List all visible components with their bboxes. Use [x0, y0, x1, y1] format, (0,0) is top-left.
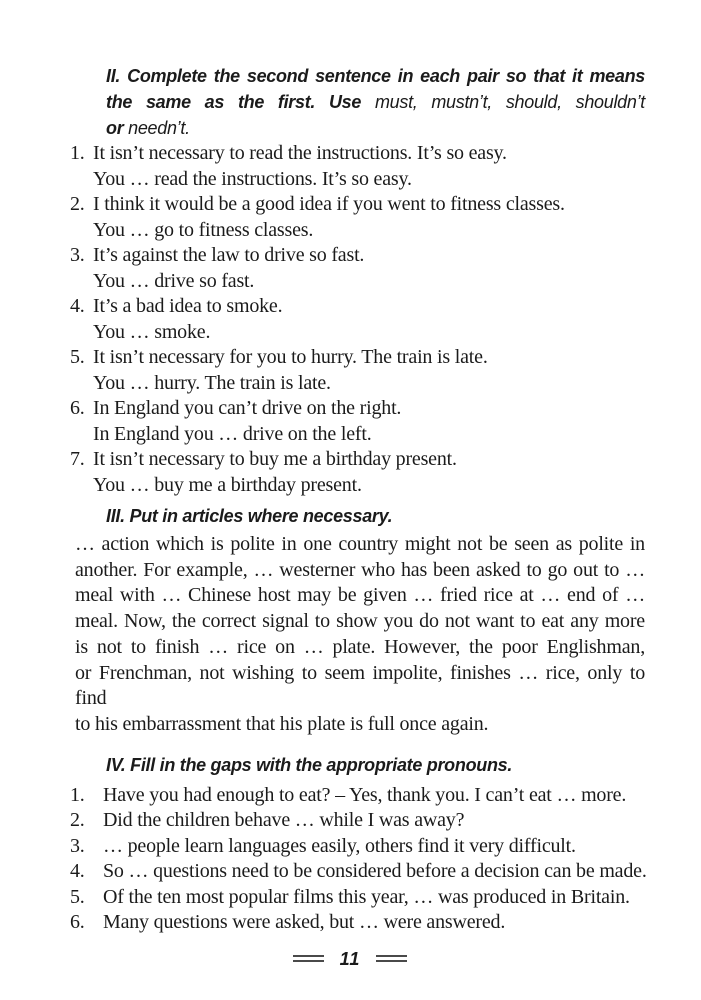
- item-number: 2.: [70, 193, 85, 215]
- item-number: 3.: [70, 834, 85, 857]
- heading-line: [106, 503, 645, 529]
- item-number: 6.: [70, 397, 85, 419]
- articles-paragraph: [75, 532, 645, 738]
- item-line: It isn’t necessary for you to hurry. The train is late.: [93, 346, 488, 368]
- item-line: Many questions were asked, but … were answered.: [103, 911, 506, 934]
- exercise-iv-heading: [70, 752, 645, 778]
- item-number: 6.: [70, 911, 85, 934]
- item-number: 2.: [70, 809, 85, 832]
- list-item: [70, 808, 645, 834]
- item-line: You … drive so fast.: [93, 269, 255, 292]
- paragraph-line: or Frenchman, not wishing to seem impolite, finishes … rice, only to find: [75, 661, 645, 710]
- item-line: It’s against the law to drive so fast.: [93, 244, 365, 266]
- heading-text: or: [106, 118, 129, 138]
- paragraph-line: meal with … Chinese host may be given … fried rice at … end of …: [75, 584, 645, 607]
- item-line: In England you can’t drive on the right.: [93, 397, 402, 419]
- footer-rule-right: [376, 955, 407, 962]
- heading-text: IV. Fill in the gaps with the appropriate pronouns.: [106, 754, 513, 775]
- exercise-ii-list: [70, 141, 645, 498]
- heading-line: [106, 89, 645, 115]
- list-item: [70, 294, 645, 345]
- item-line: So … questions need to be considered before a decision can be made.: [103, 860, 647, 883]
- paragraph-line: … action which is polite in one country might not be seen as polite in: [75, 533, 645, 555]
- list-item: [70, 910, 645, 936]
- item-number: 4.: [70, 295, 85, 317]
- item-text: [93, 345, 645, 396]
- item-line: Did the children behave … while I was away?: [103, 809, 465, 832]
- list-item: [70, 345, 645, 396]
- list-item: [70, 243, 645, 294]
- exercise-ii-heading: [70, 63, 645, 141]
- item-text: [103, 808, 645, 834]
- item-text: [93, 396, 645, 447]
- heading-line: [106, 752, 645, 778]
- item-text: [93, 141, 645, 192]
- item-text: [93, 447, 645, 498]
- heading-text: II. Complete the second sentence in each pair so that it means: [106, 66, 645, 86]
- item-line: … people learn languages easily, others find it very difficult.: [103, 834, 576, 857]
- item-line: Of the ten most popular films this year, … was produced in Britain.: [103, 885, 630, 908]
- exercise-iv-list: [70, 783, 645, 936]
- list-item: [70, 859, 645, 885]
- list-item: [70, 192, 645, 243]
- heading-line: [106, 63, 645, 89]
- heading-verbs: needn’t.: [128, 118, 190, 138]
- item-number: 1.: [70, 783, 85, 806]
- item-line: You … go to fitness classes.: [93, 218, 314, 241]
- item-line: It’s a bad idea to smoke.: [93, 295, 283, 317]
- item-text: [103, 783, 645, 809]
- item-text: [93, 192, 645, 243]
- item-text: [103, 910, 645, 936]
- list-item: [70, 885, 645, 911]
- page-number: 11: [339, 948, 361, 969]
- item-line: It isn’t necessary to buy me a birthday present.: [93, 448, 457, 470]
- item-number: 4.: [70, 860, 85, 883]
- item-line: You … read the instructions. It’s so easy.: [93, 167, 412, 190]
- item-number: 3.: [70, 244, 85, 266]
- item-line: In England you … drive on the left.: [93, 422, 372, 445]
- item-text: [103, 859, 645, 885]
- footer-rule-left: [293, 955, 324, 962]
- item-text: [93, 294, 645, 345]
- item-number: 7.: [70, 448, 85, 470]
- item-line: You … buy me a birthday present.: [93, 473, 362, 496]
- item-text: [93, 243, 645, 294]
- heading-verbs: must, mustn’t, should, shouldn’t: [374, 92, 645, 112]
- item-number: 1.: [70, 142, 85, 164]
- paragraph-line: is not to finish … rice on … plate. However, the poor Englishman,: [75, 635, 645, 658]
- item-line: Have you had enough to eat? – Yes, thank you. I can’t eat … more.: [103, 783, 627, 806]
- page-footer: [70, 949, 630, 969]
- paragraph-line: another. For example, … westerner who has been asked to go out to …: [75, 558, 645, 581]
- item-line: You … hurry. The train is late.: [93, 371, 331, 394]
- exercise-iii-heading: [70, 503, 645, 529]
- list-item: [70, 141, 645, 192]
- heading-text: III. Put in articles where necessary.: [106, 506, 393, 526]
- item-line: I think it would be a good idea if you went to fitness classes.: [93, 193, 565, 215]
- list-item: [70, 834, 645, 860]
- list-item: [70, 783, 645, 809]
- item-line: It isn’t necessary to read the instructions. It’s so easy.: [93, 142, 507, 164]
- item-number: 5.: [70, 885, 85, 908]
- paragraph-line: to his embarrassment that his plate is full once again.: [75, 712, 489, 735]
- heading-text: the same as the first. Use: [106, 92, 375, 112]
- list-item: [70, 447, 645, 498]
- item-number: 5.: [70, 346, 85, 368]
- list-item: [70, 396, 645, 447]
- item-text: [103, 834, 645, 860]
- item-text: [103, 885, 645, 911]
- item-line: You … smoke.: [93, 320, 211, 343]
- paragraph-line: meal. Now, the correct signal to show you do not want to eat any more: [75, 610, 645, 633]
- heading-line: [106, 115, 645, 141]
